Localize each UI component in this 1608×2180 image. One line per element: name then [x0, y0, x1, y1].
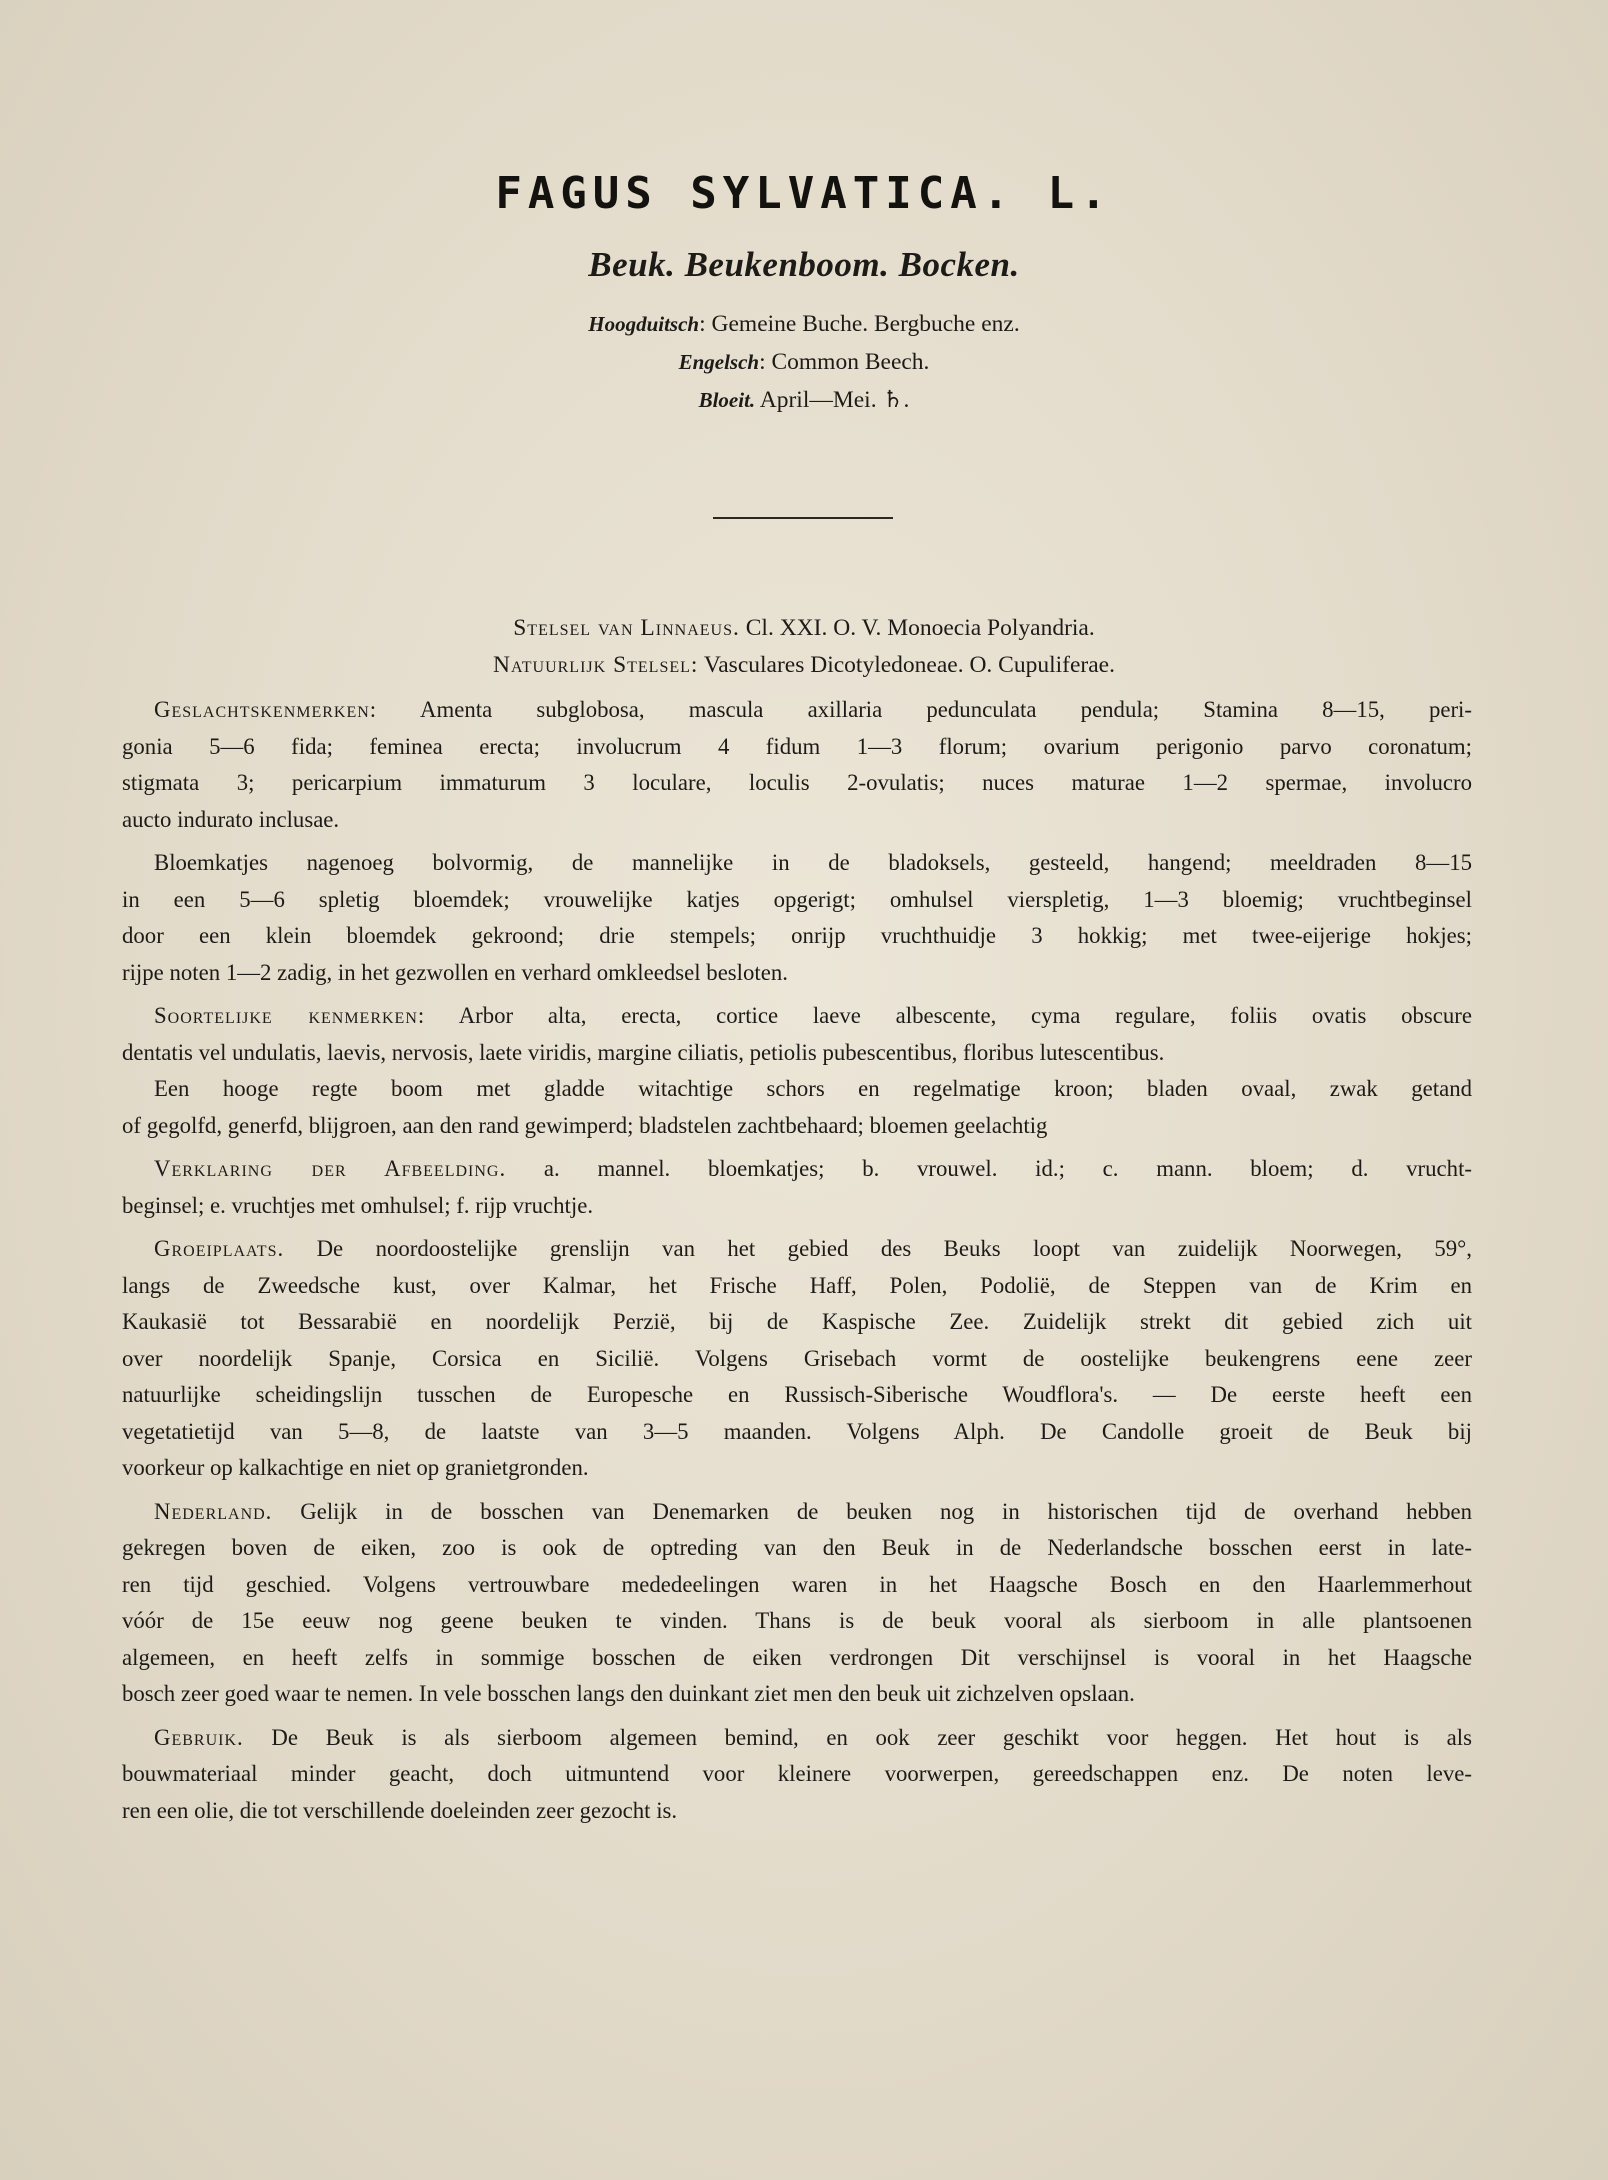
paragraph-line: Gebruik. De Beuk is als sierboom algemeen bemind, en ook zeer geschikt voor heggen. Het hout is als: [154, 1724, 1472, 1750]
system-linnaeus: Stelsel van Linnaeus. Cl. XXI. O. V. Monoecia Polyandria.: [513, 615, 1095, 641]
paragraph-line: vóór de 15e eeuw nog geene beuken te vinden. Thans is de beuk vooral als sierboom in alle plantsoenen: [122, 1608, 1472, 1633]
paragraph-line: ren tijd geschied. Volgens vertrouwbare mededeelingen waren in het Haagsche Bosch en den Haarlemmerhout: [122, 1571, 1472, 1597]
paragraph-line: dentatis vel undulatis, laevis, nervosis, laete viridis, margine ciliatis, petiolis pubescentibus, floribus lutescentibus.: [122, 1039, 1165, 1065]
paragraph-line: Bloemkatjes nagenoeg bolvormig, de mannelijke in de bladoksels, gesteeld, hangend; meeldraden 8—15: [154, 850, 1472, 875]
paragraph-line: Kaukasië tot Bessarabië en noordelijk Perzië, bij de Kaspische Zee. Zuidelijk strekt dit gebied zich uit: [122, 1309, 1472, 1334]
paragraph-line: door een klein bloemdek gekroond; drie stempels; onrijp vruchthuidje 3 hokkig; met twee-eijerige hokjes;: [122, 923, 1472, 948]
paragraph-line: Een hooge regte boom met gladde witachtige schors en regelmatige kroon; bladen ovaal, zwak getand: [154, 1076, 1472, 1101]
paragraph-line: gekregen boven de eiken, zoo is ook de optreding van den Beuk in de Nederlandsche bosschen eerst in late-: [122, 1535, 1472, 1560]
paragraph-line: voorkeur op kalkachtige en niet op granietgronden.: [122, 1455, 589, 1480]
paragraph-line: beginsel; e. vruchtjes met omhulsel; f. rijp vruchtje.: [122, 1192, 594, 1218]
paragraph-line: Soortelijke kenmerken: Arbor alta, erecta, cortice laeve albescente, cyma regulare, foliis ovatis obscure: [154, 1003, 1472, 1028]
paragraph-line: langs de Zweedsche kust, over Kalmar, het Frische Haff, Polen, Podolië, de Steppen van de Krim en: [122, 1272, 1472, 1298]
common-names: [0, 305, 1608, 419]
paragraph-line: aucto indurato inclusae.: [122, 806, 340, 832]
body-text: [122, 692, 1472, 1829]
paragraph-line: natuurlijke scheidingslijn tusschen de Europesche en Russisch-Siberische Woudflora's. — De eerste heeft een: [122, 1382, 1472, 1407]
page-title: FAGUS SYLVATICA. L.: [495, 168, 1113, 219]
paragraph-line: rijpe noten 1—2 zadig, in het gezwollen en verhard omkleedsel besloten.: [122, 959, 788, 985]
paragraph-line: vegetatietijd van 5—8, de laatste van 3—5 maanden. Volgens Alph. De Candolle groeit de Beuk bij: [122, 1418, 1472, 1444]
paragraph-line: bosch zeer goed waar te nemen. In vele bosschen langs den duinkant ziet men den beuk uit zichzelven opslaan.: [122, 1681, 1135, 1706]
paragraph-line: Groeiplaats. De noordoostelijke grenslijn van het gebied des Beuks loopt van zuidelijk Noorwegen, 59°,: [154, 1236, 1472, 1261]
name-line-german: Hoogduitsch: Gemeine Buche. Bergbuche enz.: [588, 311, 1020, 337]
paragraph-line: in een 5—6 spletig bloemdek; vrouwelijke katjes opgerigt; omhulsel vierspletig, 1—3 bloemig; vruchtbeginsel: [122, 886, 1472, 912]
system-natural: Natuurlijk Stelsel: Vasculares Dicotyledoneae. O. Cupuliferae.: [493, 652, 1115, 678]
name-line-english: Engelsch: Common Beech.: [678, 349, 930, 375]
paragraph-line: over noordelijk Spanje, Corsica en Sicilië. Volgens Grisebach vormt de oostelijke beukengrens eene zeer: [122, 1345, 1472, 1371]
paragraph-line: Nederland. Gelijk in de bosschen van Denemarken de beuken nog in historischen tijd de overhand hebben: [154, 1498, 1472, 1524]
paragraph-line: Geslachtskenmerken: Amenta subglobosa, mascula axillaria pedunculata pendula; Stamina 8—15, peri-: [154, 697, 1472, 722]
paragraph-line: gonia 5—6 fida; feminea erecta; involucrum 4 fidum 1—3 florum; ovarium perigonio parvo coronatum;: [122, 733, 1472, 759]
paragraph-line: algemeen, en heeft zelfs in sommige bosschen de eiken verdrongen Dit verschijnsel is vooral in het Haagsche: [122, 1644, 1472, 1670]
divider-rule: [713, 517, 893, 519]
paragraph-line: stigmata 3; pericarpium immaturum 3 loculare, loculis 2-ovulatis; nuces maturae 1—2 spermae, involucro: [122, 770, 1472, 795]
paragraph-line: ren een olie, die tot verschillende doeleinden zeer gezocht is.: [122, 1797, 678, 1823]
paragraph-line: of gegolfd, generfd, blijgroen, aan den rand gewimperd; bladstelen zachtbehaard; bloemen geelachtig: [122, 1112, 1048, 1138]
paragraph-line: bouwmateriaal minder geacht, doch uitmuntend voor kleinere voorwerpen, gereedschappen enz. De noten leve-: [122, 1761, 1472, 1786]
page-subtitle: Beuk. Beukenboom. Bocken.: [588, 245, 1020, 284]
paragraph-line: Verklaring der Afbeelding. a. mannel. bloemkatjes; b. vrouwel. id.; c. mann. bloem; d. vrucht-: [154, 1156, 1472, 1181]
name-line-bloei: Bloeit. April—Mei. ♄.: [698, 387, 910, 413]
